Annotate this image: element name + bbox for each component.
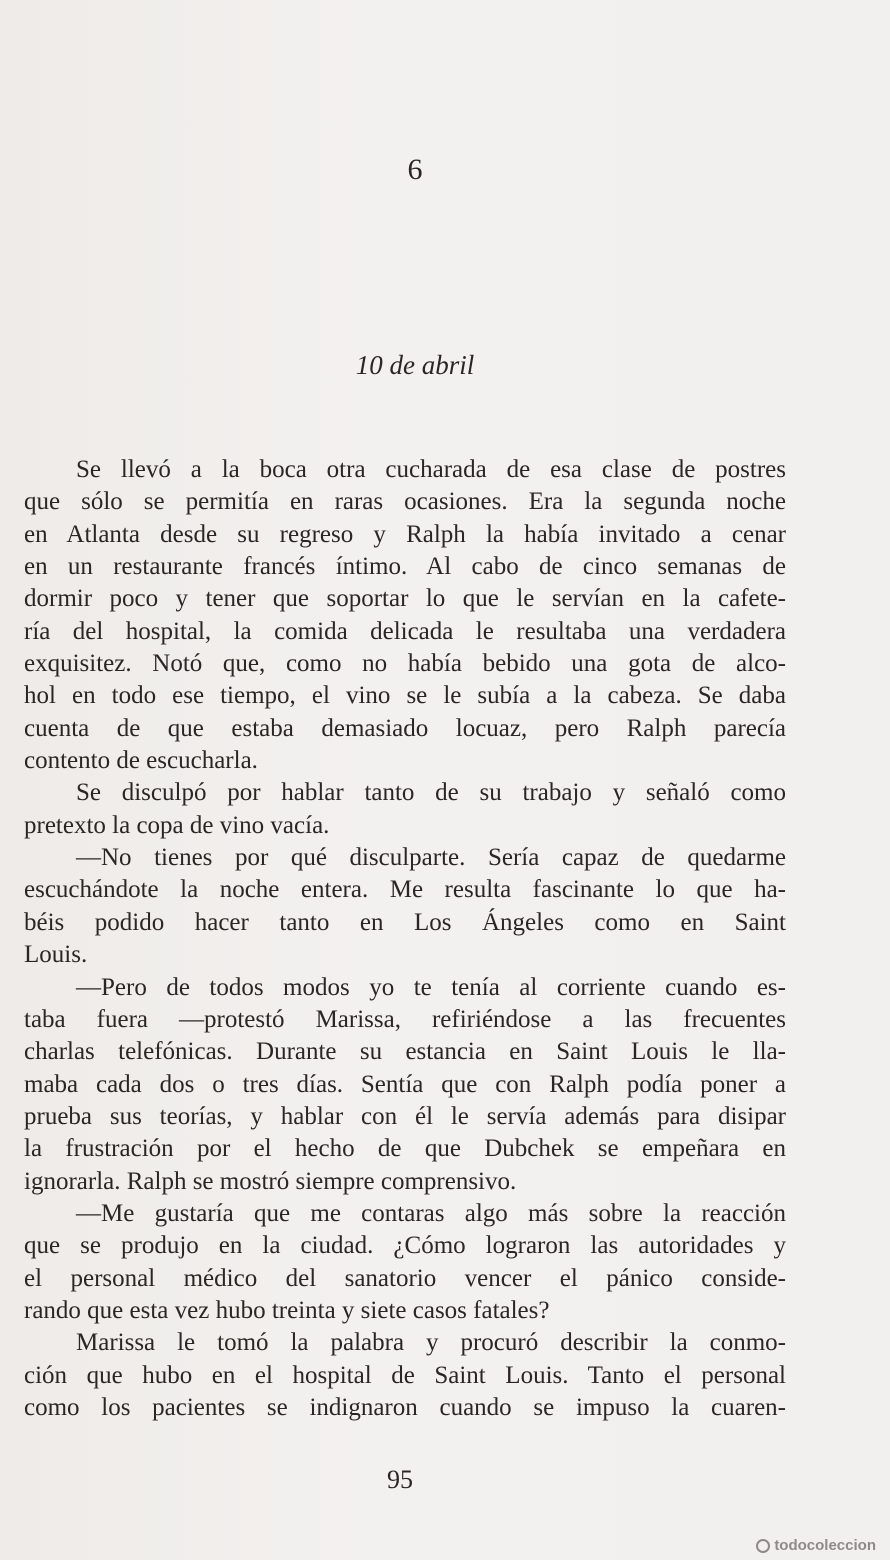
text-line: —Pero de todos modos yo te tenía al corriente cuando es- [76,973,786,1001]
text-line: el personal médico del sanatorio vencer el pánico conside- [24,1264,786,1292]
text-line: —Me gustaría que me contaras algo más sobre la reacción [76,1199,786,1227]
text-line: prueba sus teorías, y hablar con él le servía además para disipar [24,1102,786,1130]
text-line: béis podido hacer tanto en Los Ángeles como en Saint [24,908,786,936]
text-line: como los pacientes se indignaron cuando se impuso la cuaren- [24,1393,786,1421]
text-line: escuchándote la noche entera. Me resulta fascinante lo que ha- [24,876,786,904]
text-line: en un restaurante francés íntimo. Al cabo de cinco semanas de [24,553,786,581]
text-line: maba cada dos o tres días. Sentía que con Ralph podía poner a [24,1070,786,1098]
page-number: 95 [387,1465,413,1494]
text-line: la frustración por el hecho de que Dubchek se empeñara en [24,1135,786,1163]
text-line: dormir poco y tener que soportar lo que le servían en la cafete- [24,585,786,613]
text-line: Se llevó a la boca otra cucharada de esa clase de postres [76,456,786,483]
text-line: exquisitez. Notó que, como no había bebido una gota de alco- [24,650,786,678]
text-line: Se disculpó por hablar tanto de su trabajo y señaló como [76,779,786,807]
text-line: ría del hospital, la comida delicada le resultaba una verdadera [24,617,786,645]
text-line: Louis. [24,941,88,969]
text-line: —No tienes por qué disculparte. Sería capaz de quedarme [76,844,786,872]
body-text [24,454,786,1424]
text-line: ignorarla. Ralph se mostró siempre comprensivo. [24,1167,517,1195]
text-line: rando que esta vez hubo treinta y siete casos fatales? [24,1296,550,1324]
text-line: Marissa le tomó la palabra y procuró describir la conmo- [76,1329,786,1357]
watermark-text: todocoleccion [774,1537,876,1554]
text-line: en Atlanta desde su regreso y Ralph la había invitado a cenar [24,520,786,548]
watermark [756,1537,876,1554]
text-line: charlas telefónicas. Durante su estancia en Saint Louis le lla- [24,1038,786,1066]
text-line: que sólo se permitía en raras ocasiones. Era la segunda noche [24,488,786,516]
text-line: contento de escucharla. [24,747,258,775]
text-line: hol en todo ese tiempo, el vino se le subía a la cabeza. Se daba [24,682,786,710]
text-line: taba fuera —protestó Marissa, refiriéndose a las frecuentes [24,1005,786,1033]
text-line: ción que hubo en el hospital de Saint Louis. Tanto el personal [24,1361,786,1389]
chapter-date: 10 de abril [355,350,475,380]
text-line: pretexto la copa de vino vacía. [24,811,330,839]
chapter-number: 6 [407,153,423,186]
watermark-logo-icon [756,1539,770,1553]
text-line: cuenta de que estaba demasiado locuaz, pero Ralph parecía [24,714,786,742]
text-line: que se produjo en la ciudad. ¿Cómo lograron las autoridades y [24,1232,786,1260]
